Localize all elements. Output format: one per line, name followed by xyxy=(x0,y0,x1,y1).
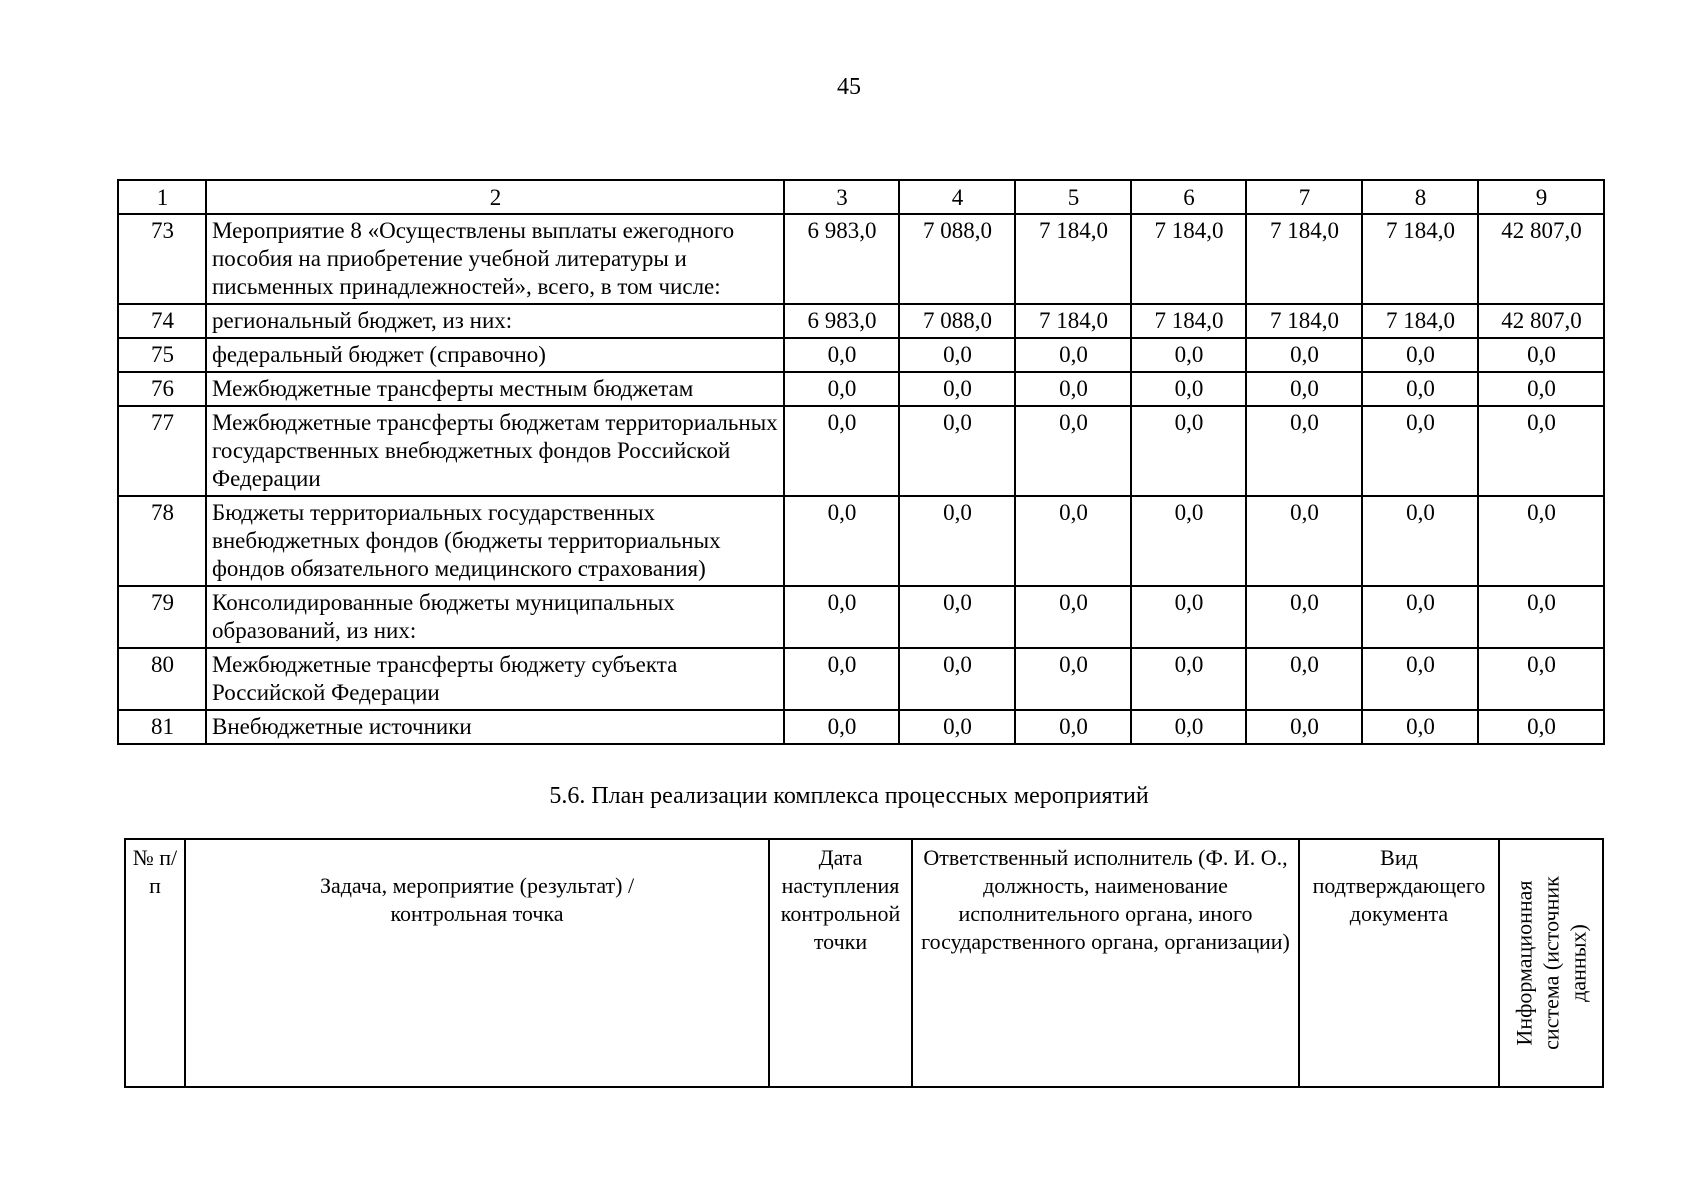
row-description: Межбюджетные трансферты местным бюджетам xyxy=(206,372,784,406)
col-task-header-text: Задача, мероприятие (результат) / контрольная точка xyxy=(319,873,635,926)
row-number: 74 xyxy=(118,304,206,338)
header-cell: 4 xyxy=(899,180,1015,214)
row-description: Межбюджетные трансферты бюджету субъекта Российской Федерации xyxy=(206,648,784,710)
row-description: региональный бюджет, из них: xyxy=(206,304,784,338)
row-value: 0,0 xyxy=(784,648,899,710)
row-value: 0,0 xyxy=(1362,496,1478,586)
row-value: 0,0 xyxy=(1478,372,1604,406)
row-value: 0,0 xyxy=(1131,406,1246,496)
row-value: 0,0 xyxy=(899,710,1015,744)
budget-row xyxy=(118,214,1604,304)
budget-row xyxy=(118,586,1604,648)
plan-header-row xyxy=(125,839,1603,1087)
row-value: 7 184,0 xyxy=(1131,304,1246,338)
row-value: 0,0 xyxy=(1131,710,1246,744)
row-value: 0,0 xyxy=(784,372,899,406)
row-value: 0,0 xyxy=(1131,496,1246,586)
row-description: Консолидированные бюджеты муниципальных образований, из них: xyxy=(206,586,784,648)
col-responsible-header: Ответственный исполнитель (Ф. И. О., должность, наименование исполнительного органа, иного государственного органа, организации) xyxy=(912,839,1299,1087)
section-title: 5.6. План реализации комплекса процессных мероприятий xyxy=(549,783,1149,809)
row-value: 0,0 xyxy=(1131,648,1246,710)
row-value: 0,0 xyxy=(899,648,1015,710)
budget-row xyxy=(118,648,1604,710)
row-value: 0,0 xyxy=(784,586,899,648)
row-value: 7 088,0 xyxy=(899,214,1015,304)
plan-table xyxy=(124,838,1604,1088)
row-number: 80 xyxy=(118,648,206,710)
row-value: 0,0 xyxy=(1362,586,1478,648)
row-value: 0,0 xyxy=(1246,338,1362,372)
row-number: 76 xyxy=(118,372,206,406)
budget-row xyxy=(118,496,1604,586)
row-value: 7 184,0 xyxy=(1362,214,1478,304)
row-value: 0,0 xyxy=(1131,372,1246,406)
row-value: 0,0 xyxy=(1478,406,1604,496)
row-value: 7 088,0 xyxy=(899,304,1015,338)
header-cell: 9 xyxy=(1478,180,1604,214)
row-value: 0,0 xyxy=(1478,648,1604,710)
row-value: 0,0 xyxy=(1015,372,1131,406)
row-value: 0,0 xyxy=(899,372,1015,406)
row-value: 0,0 xyxy=(784,496,899,586)
row-value: 0,0 xyxy=(1015,586,1131,648)
row-number: 75 xyxy=(118,338,206,372)
budget-table xyxy=(117,179,1605,745)
row-value: 0,0 xyxy=(1246,372,1362,406)
row-value: 0,0 xyxy=(1131,338,1246,372)
row-value: 0,0 xyxy=(784,406,899,496)
row-description: Межбюджетные трансферты бюджетам территориальных государственных внебюджетных фондов Российской Федерации xyxy=(206,406,784,496)
row-value: 0,0 xyxy=(1362,372,1478,406)
header-cell: 8 xyxy=(1362,180,1478,214)
header-cell: 1 xyxy=(118,180,206,214)
row-value: 0,0 xyxy=(1246,710,1362,744)
budget-row xyxy=(118,372,1604,406)
header-cell: 6 xyxy=(1131,180,1246,214)
row-value: 0,0 xyxy=(1015,406,1131,496)
rotated-wrap xyxy=(1502,845,1600,1081)
row-value: 0,0 xyxy=(1362,710,1478,744)
row-value: 6 983,0 xyxy=(784,214,899,304)
row-number: 73 xyxy=(118,214,206,304)
row-value: 0,0 xyxy=(899,496,1015,586)
col-number-header: № п/п xyxy=(125,839,185,1087)
row-value: 0,0 xyxy=(1478,338,1604,372)
col-infosystem-text: Информационная система (источник данных) xyxy=(1511,876,1591,1050)
row-value: 0,0 xyxy=(899,406,1015,496)
row-value: 42 807,0 xyxy=(1478,214,1604,304)
row-value: 0,0 xyxy=(1246,496,1362,586)
row-value: 0,0 xyxy=(784,710,899,744)
row-value: 0,0 xyxy=(1015,496,1131,586)
row-value: 0,0 xyxy=(1478,710,1604,744)
row-description: федеральный бюджет (справочно) xyxy=(206,338,784,372)
row-value: 42 807,0 xyxy=(1478,304,1604,338)
row-value: 7 184,0 xyxy=(1015,214,1131,304)
budget-row xyxy=(118,406,1604,496)
row-value: 0,0 xyxy=(1246,586,1362,648)
header-cell: 5 xyxy=(1015,180,1131,214)
row-number: 81 xyxy=(118,710,206,744)
budget-row xyxy=(118,710,1604,744)
row-value: 7 184,0 xyxy=(1362,304,1478,338)
row-value: 0,0 xyxy=(1478,586,1604,648)
col-infosystem-header xyxy=(1499,839,1603,1087)
row-value: 0,0 xyxy=(1131,586,1246,648)
row-value: 0,0 xyxy=(1246,406,1362,496)
row-value: 7 184,0 xyxy=(1246,304,1362,338)
row-value: 0,0 xyxy=(784,338,899,372)
row-value: 7 184,0 xyxy=(1246,214,1362,304)
row-value: 0,0 xyxy=(1015,710,1131,744)
header-cell: 2 xyxy=(206,180,784,214)
row-value: 0,0 xyxy=(1362,406,1478,496)
row-value: 0,0 xyxy=(1362,338,1478,372)
row-description: Внебюджетные источники xyxy=(206,710,784,744)
budget-row xyxy=(118,304,1604,338)
row-value: 0,0 xyxy=(1478,496,1604,586)
budget-row xyxy=(118,338,1604,372)
row-value: 0,0 xyxy=(899,586,1015,648)
header-cell: 3 xyxy=(784,180,899,214)
page-number: 45 xyxy=(837,74,861,100)
budget-header-row xyxy=(118,180,1604,214)
col-document-header: Вид подтверждающего документа xyxy=(1299,839,1499,1087)
row-value: 7 184,0 xyxy=(1131,214,1246,304)
row-value: 0,0 xyxy=(1015,338,1131,372)
header-cell: 7 xyxy=(1246,180,1362,214)
row-value: 0,0 xyxy=(1362,648,1478,710)
col-task-header xyxy=(185,839,769,1087)
row-description: Мероприятие 8 «Осуществлены выплаты ежегодного пособия на приобретение учебной литературы и письменных принадлежностей», всего, в том числе: xyxy=(206,214,784,304)
row-description: Бюджеты территориальных государственных внебюджетных фондов (бюджеты территориальных фондов обязательного медицинского страхования) xyxy=(206,496,784,586)
row-number: 79 xyxy=(118,586,206,648)
row-value: 0,0 xyxy=(1015,648,1131,710)
row-value: 7 184,0 xyxy=(1015,304,1131,338)
row-number: 78 xyxy=(118,496,206,586)
row-value: 0,0 xyxy=(1246,648,1362,710)
row-value: 6 983,0 xyxy=(784,304,899,338)
col-date-header: Дата наступления контрольной точки xyxy=(769,839,912,1087)
row-number: 77 xyxy=(118,406,206,496)
row-value: 0,0 xyxy=(899,338,1015,372)
